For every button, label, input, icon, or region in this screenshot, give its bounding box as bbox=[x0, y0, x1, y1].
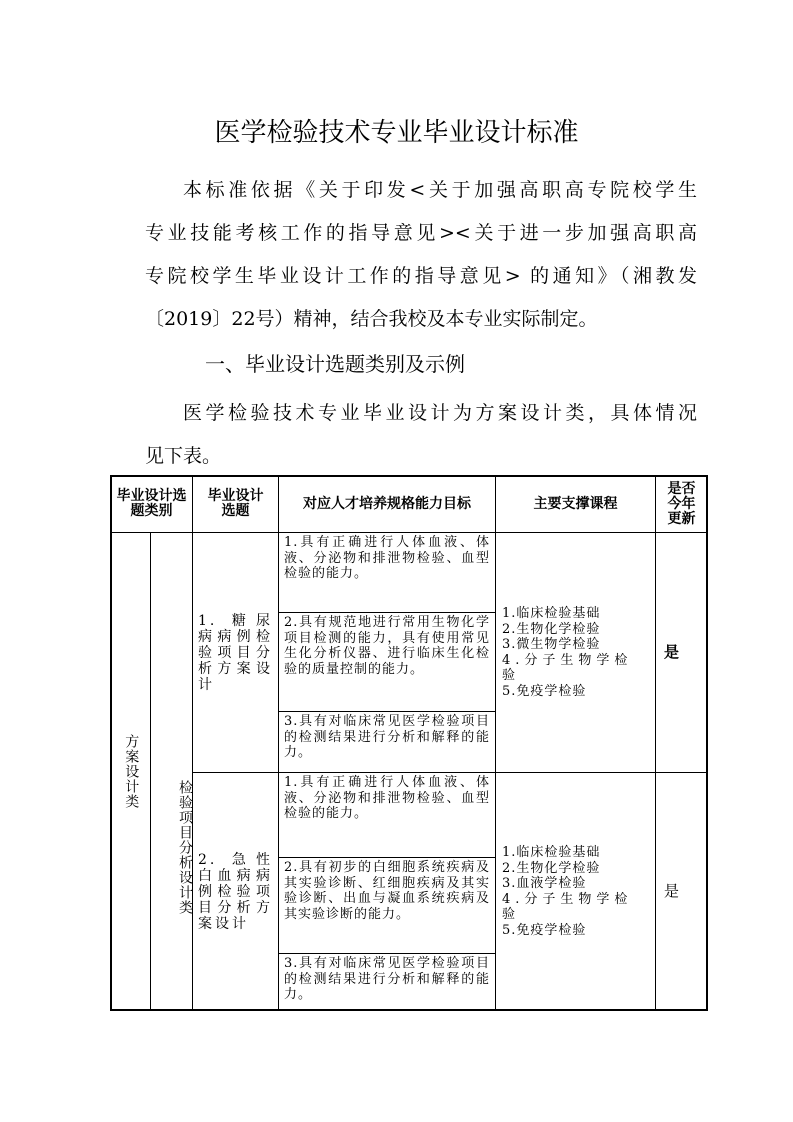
course-item: 2.生物化学检验 bbox=[502, 621, 601, 637]
section-paragraph-line: 医学检验技术专业毕业设计为方案设计类，具体情况 bbox=[183, 402, 697, 424]
intro-line: 本标准依据《关于印发<关于加强高职高专院校学生 bbox=[183, 179, 697, 201]
updated-cell: 是 bbox=[655, 532, 708, 773]
subcategory-cell bbox=[150, 532, 193, 1011]
ability-text: 1.具有正确进行人体血液、体液、分泌物和排泄物检验、血型检验的能力。 bbox=[284, 535, 490, 581]
topic-cell bbox=[192, 772, 279, 1011]
section-paragraph-line: 见下表。 bbox=[145, 445, 222, 467]
course-item: 4.分子生物学检验 bbox=[502, 652, 633, 683]
topic-cell bbox=[192, 532, 279, 773]
intro-line: 专院校学生毕业设计工作的指导意见> 的通知》（湘教发 bbox=[145, 265, 697, 287]
course-item: 5.免疫学检验 bbox=[502, 683, 587, 699]
ability-cell bbox=[278, 857, 496, 954]
header-ability: 对应人才培养规格能力目标 bbox=[278, 475, 496, 533]
document-title: 医学检验技术专业毕业设计标准 bbox=[214, 118, 579, 148]
course-item: 3.血液学检验 bbox=[502, 876, 587, 891]
courses-cell bbox=[495, 772, 656, 1011]
subcategory-text: 检验项目分析设计类 bbox=[177, 780, 193, 915]
ability-cell bbox=[278, 612, 496, 712]
ability-text: 1.具有正确进行人体血液、体液、分泌物和排泄物检验、血型检验的能力。 bbox=[284, 775, 490, 821]
course-item: 5.免疫学检验 bbox=[502, 922, 587, 938]
ability-cell bbox=[278, 772, 496, 858]
ability-cell bbox=[278, 711, 496, 773]
header-category: 毕业设计选题类别 bbox=[110, 475, 193, 533]
ability-text: 2.具有规范地进行常用生物化学项目检测的能力，具有使用常见生化分析仪器、进行临床生化检验的质量控制的能力。 bbox=[284, 615, 490, 677]
ability-text: 2.具有初步的白细胞系统疾病及其实验诊断、红细胞疾病及其实验诊断、出血与凝血系统疾病及其实验诊断的能力。 bbox=[284, 860, 490, 922]
course-item: 4.分子生物学检验 bbox=[502, 891, 633, 922]
category-cell: 方案设计类 bbox=[110, 532, 151, 1011]
course-item: 2.生物化学检验 bbox=[502, 860, 601, 876]
section-heading: 一、毕业设计选题类别及示例 bbox=[205, 352, 465, 376]
intro-line: 专业技能考核工作的指导意见><关于进一步加强高职高 bbox=[145, 222, 697, 244]
ability-text: 3.具有对临床常见医学检验项目的检测结果进行分析和解释的能力。 bbox=[284, 714, 490, 760]
courses-cell bbox=[495, 532, 656, 773]
topic-text: 1. 糖尿病病例检验项目分析方案设计 bbox=[198, 612, 273, 693]
header-topic: 毕业设计选题 bbox=[192, 475, 279, 533]
intro-line: 〔2019〕22号）精神，结合我校及本专业实际制定。 bbox=[145, 308, 598, 330]
ability-cell bbox=[278, 532, 496, 613]
ability-cell bbox=[278, 953, 496, 1011]
ability-text: 3.具有对临床常见医学检验项目的检测结果进行分析和解释的能力。 bbox=[284, 956, 490, 1002]
header-courses: 主要支撑课程 bbox=[495, 475, 656, 533]
topic-text: 2. 急性白血病病例检验项目分析方案设计 bbox=[198, 851, 273, 932]
course-item: 1.临床检验基础 bbox=[502, 606, 601, 621]
course-item: 3.微生物学检验 bbox=[502, 637, 601, 652]
course-item: 1.临床检验基础 bbox=[502, 845, 601, 860]
header-updated: 是否今年更新 bbox=[655, 475, 708, 533]
updated-cell: 是 bbox=[655, 772, 708, 1011]
